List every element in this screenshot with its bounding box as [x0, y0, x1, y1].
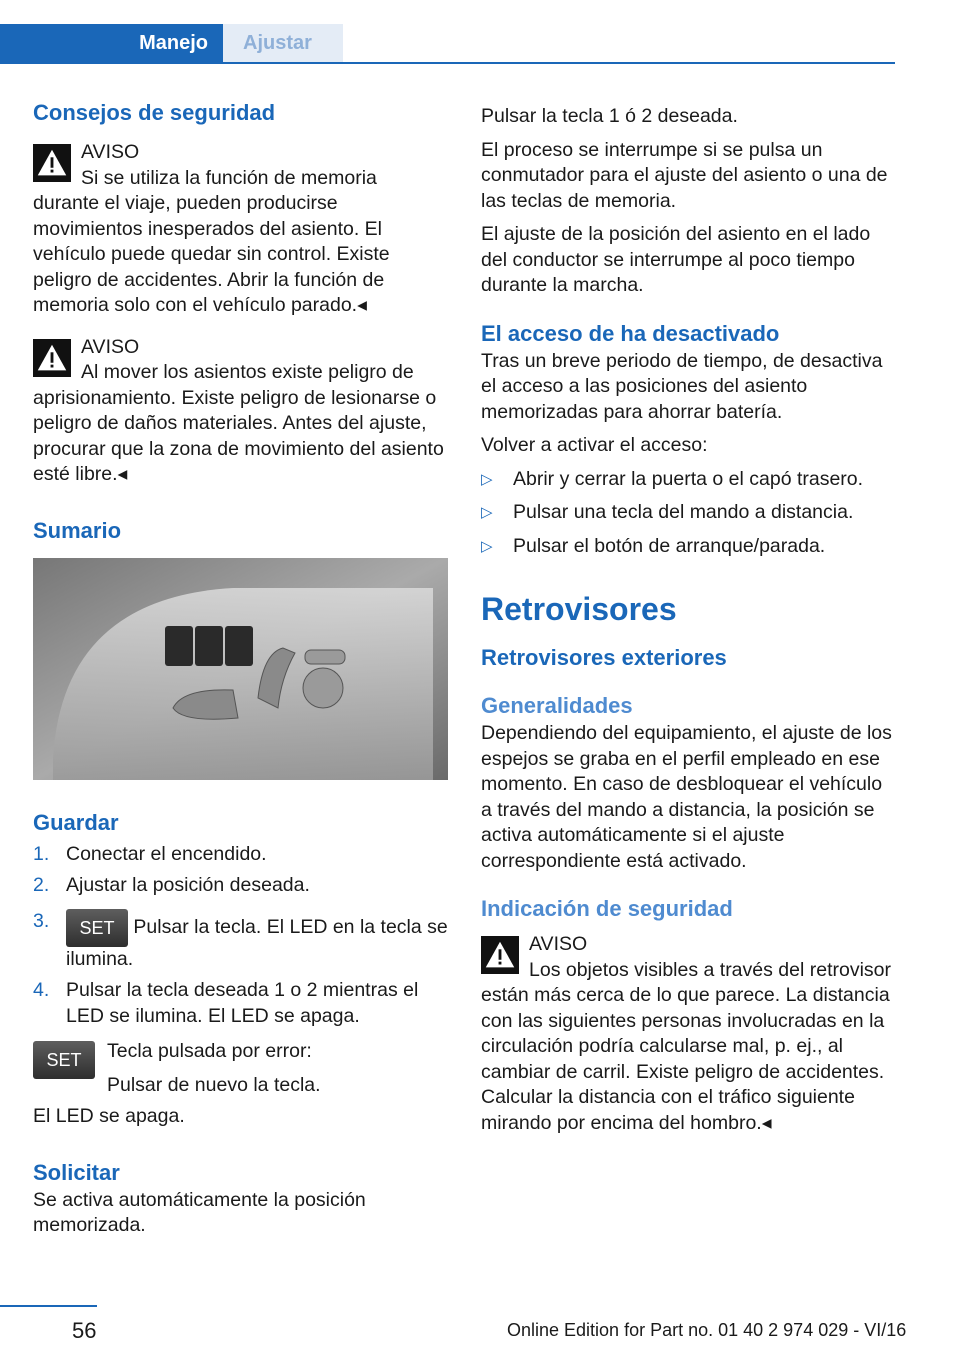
safety-heading: Consejos de seguridad — [33, 100, 276, 125]
bullet-triangle-icon: ▷ — [481, 470, 493, 488]
set-button-icon: SET — [66, 909, 128, 947]
save-steps — [33, 842, 448, 1030]
exterior-mirrors-heading: Retrovisores exteriores — [481, 645, 727, 670]
warning-text: Los objetos visibles a través del retrovisor están más cerca de lo que parece. La distancia con las siguientes personas involucradas en la circulación podría calcularse mal, p. ej., al cambiar de carril. Existe peligro de accidentes. Calcular la distancia con el tráfico siguiente mirando por encima del hombro.◂ — [481, 958, 891, 1134]
general-text: Dependiendo del equipamiento, el ajuste de los espejos se graba en el perfil empleado en ese momento. En caso de desbloquear el vehículo a través del mando a distancia, la posición se activa automáticamente si el ajuste correspondiente está activado. — [481, 722, 892, 872]
warning-text: Al mover los asientos existe peligro de aprisionamiento. Existe peligro de lesionarse o peligro de daños materiales. Antes del ajuste, procurar que la zona de movimiento del asiento esté libre.◂ — [33, 361, 444, 485]
mirrors-heading: Retrovisores — [481, 591, 677, 627]
list-item: 1. Conectar el encendido. — [33, 842, 267, 865]
footer-rule — [0, 1305, 97, 1307]
seat-controls-image — [33, 558, 448, 780]
general-heading: Generalidades — [481, 693, 633, 718]
bullet-triangle-icon: ▷ — [481, 504, 493, 521]
warning-text: Si se utiliza la función de memoria durante el viaje, pueden producirse movimientos inesperados del asiento. El vehículo puede quedar sin control. Existe peligro de accidentes. Abrir la función de memoria solo con el vehículo parado.◂ — [33, 166, 390, 316]
request-text: Se activa automáticamente la posición memorizada. — [33, 1188, 366, 1236]
safety-note-heading: Indicación de seguridad — [481, 896, 733, 921]
access-heading: El acceso de ha desactivado — [481, 320, 780, 346]
warning-icon — [481, 936, 519, 974]
edition-text: Online Edition for Part no. 01 40 2 974 029 - VI/16 — [507, 1320, 907, 1340]
list-item: 2. Ajustar la posición deseada. — [33, 874, 310, 896]
summary-heading: Sumario — [33, 517, 122, 543]
save-heading: Guardar — [33, 809, 119, 835]
access-text: Tras un breve periodo de tiempo, de desactiva el acceso a las posiciones del asiento memorizadas para ahorrar batería. — [481, 349, 883, 423]
warning-block-pinch — [33, 335, 448, 488]
left-column — [33, 98, 448, 1239]
driver-text: El ajuste de la posición del asiento en el lado del conductor se interrumpe al poco tiempo durante la marcha. — [481, 223, 871, 296]
tab-ajustar[interactable]: Ajustar — [223, 24, 343, 62]
led-off-text: El LED se apaga. — [33, 1105, 185, 1127]
list-item: ▷ Abrir y cerrar la puerta o el capó trasero. — [481, 467, 896, 493]
list-item: ▷ Pulsar el botón de arranque/parada. — [481, 534, 896, 560]
list-item: 3. SET Pulsar la tecla. El LED en la tecla se ilumina. — [33, 909, 448, 970]
warning-block-memory — [33, 140, 448, 319]
tab-manejo[interactable]: Manejo — [0, 24, 223, 62]
warning-label: AVISO — [529, 933, 588, 955]
header-tabs — [0, 24, 895, 64]
interrupt-text: El proceso se interrumpe si se pulsa un conmutador para el ajuste del asiento o una de las teclas de memoria. — [481, 138, 888, 212]
set-button-icon: SET — [33, 1041, 95, 1079]
warning-label: AVISO — [81, 335, 140, 358]
warning-block-mirror — [481, 932, 896, 1136]
list-item: ▷ Pulsar una tecla del mando a distancia. — [481, 500, 896, 526]
press-key-text: Pulsar la tecla 1 ó 2 deseada. — [481, 105, 738, 127]
reactivate-list — [481, 467, 896, 560]
request-heading: Solicitar — [33, 1159, 120, 1185]
warning-icon — [33, 339, 71, 377]
list-item: 4. Pulsar la tecla deseada 1 o 2 mientras el LED se ilumina. El LED se apaga. — [33, 979, 419, 1027]
warning-icon — [33, 144, 71, 182]
reactivate-intro: Volver a activar el acceso: — [481, 434, 708, 456]
warning-label: AVISO — [81, 141, 140, 163]
right-column — [481, 104, 896, 1136]
error-note: SET Tecla pulsada por error: Pulsar de nuevo la tecla. — [33, 1039, 448, 1098]
page-number: 56 — [72, 1318, 97, 1343]
bullet-triangle-icon: ▷ — [481, 537, 493, 555]
